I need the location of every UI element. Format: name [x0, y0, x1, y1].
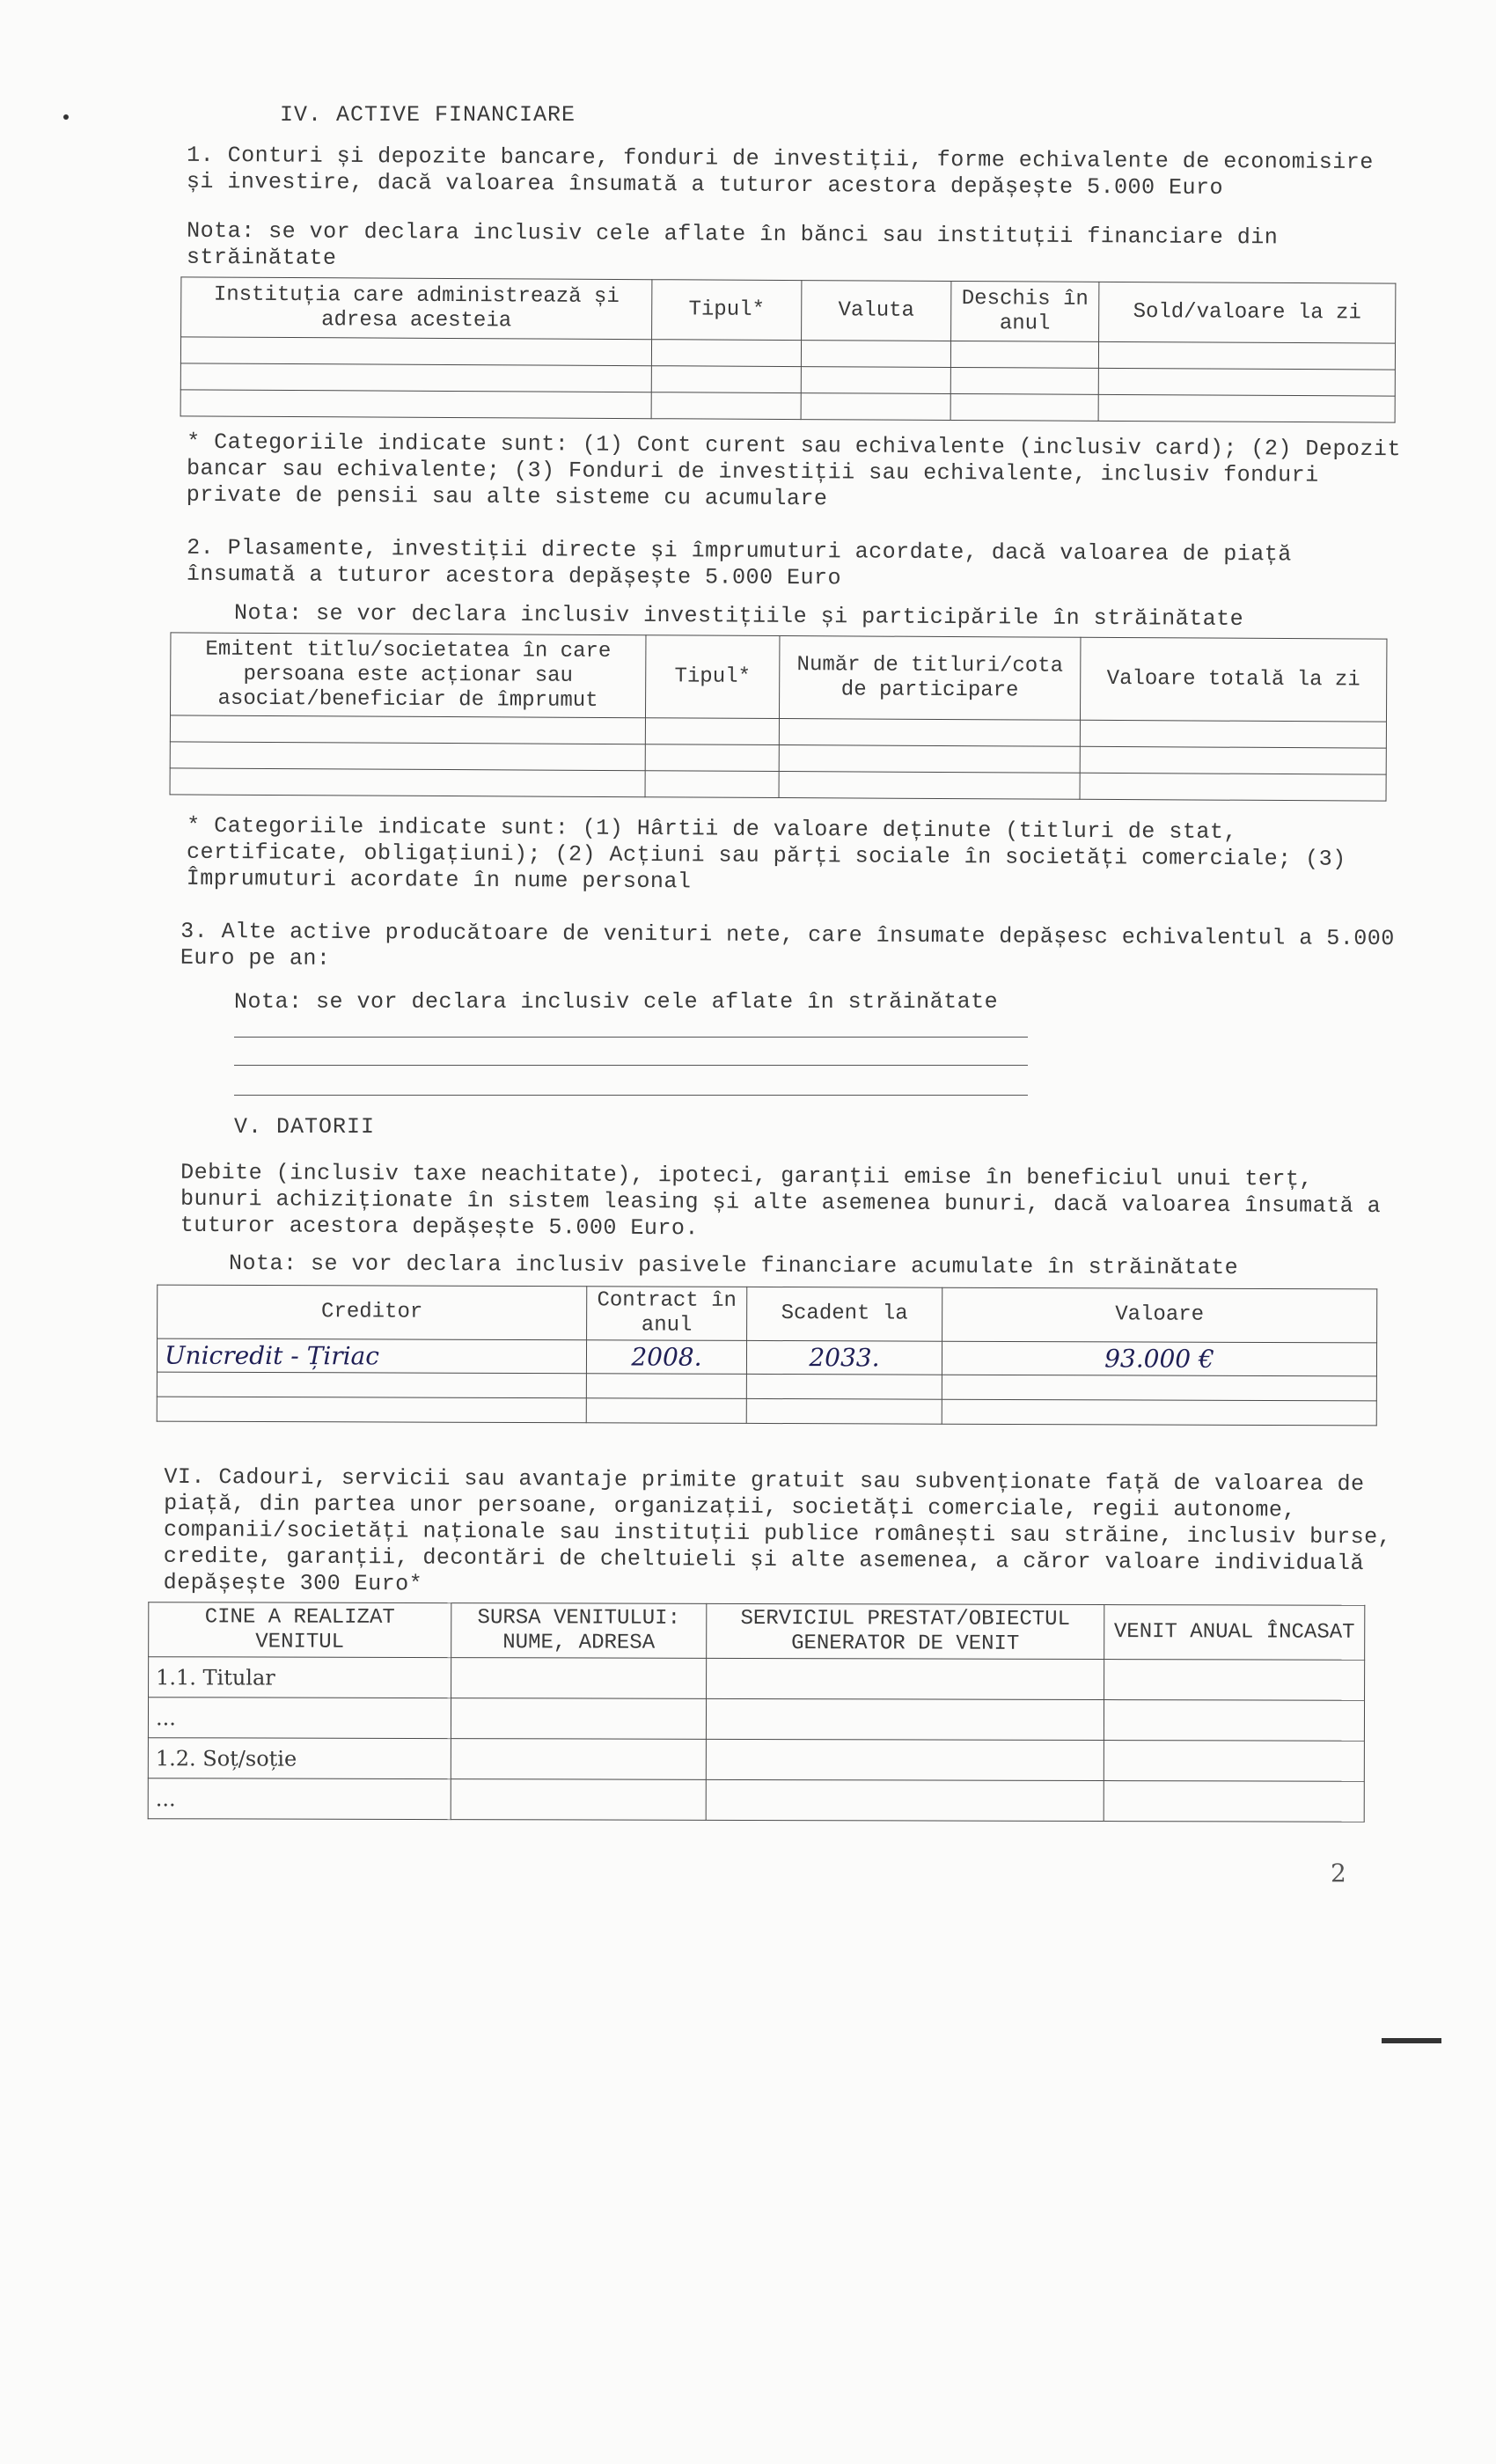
item2-text: 2. Plasamente, investiții directe și împrumuturi acordate, dacă valoarea de piață însumată a tuturor acestora depășește 5.000 Euro — [186, 534, 1292, 591]
table-row — [180, 390, 1395, 422]
datorii-text: Debite (inclusiv taxe neachitate), ipoteci, garanții emise în beneficiul unui terț, bunuri achiziționate în sistem leasing și alte asemenea bunuri, dacă valoarea însumată a tuturor acestora depășește 5.000 Euro. — [180, 1159, 1382, 1242]
col-header-cine: CINE A REALIZAT VENITUL — [149, 1602, 451, 1658]
col-header-contract: Contract în anul — [587, 1287, 747, 1341]
col-header-sursa: SURSA VENITULUI: NUME, ADRESA — [451, 1603, 707, 1659]
col-header-numar-titluri: Număr de titluri/cota de participare — [779, 636, 1080, 721]
row-label-sot-sotie: 1.2. Soț/soție — [148, 1738, 451, 1779]
row-label-ellipsis: ... — [148, 1698, 451, 1739]
cadouri-text — [164, 1464, 1397, 1604]
table-plasamente — [170, 632, 1388, 801]
table-row — [149, 1657, 1365, 1701]
item2-note: Nota: se vor declara inclusiv investițiile și participările în străinătate — [233, 599, 1244, 632]
page-number: 2 — [1331, 1859, 1346, 1888]
col-header-valoare: Valoare — [942, 1287, 1377, 1343]
table-row — [170, 768, 1386, 801]
col-header-tipul: Tipul* — [652, 280, 802, 341]
col-header-valoare-totala: Valoare totală la zi — [1080, 637, 1386, 722]
section-title-datorii: V. DATORII — [234, 1114, 376, 1140]
col-header-serviciul: SERVICIUL PRESTAT/OBIECTUL GENERATOR DE VENIT — [707, 1603, 1104, 1659]
table-datorii — [157, 1285, 1378, 1426]
scadent-cell: 2033. — [746, 1340, 942, 1375]
scan-mark — [1382, 2038, 1441, 2043]
table-row — [148, 1698, 1364, 1742]
row-label-ellipsis: ... — [148, 1778, 451, 1820]
col-header-creditor: Creditor — [158, 1285, 587, 1340]
item1-footnote: * Categoriile indicate sunt: (1) Cont curent sau echivalente (inclusiv card); (2) Depozit bancar sau echivalente; (3) Fonduri de investiții sau echivalente, inclusiv fonduri private de pensii sau alte sisteme cu acumulare — [186, 429, 1401, 512]
blank-line — [234, 1095, 1028, 1096]
table-row — [148, 1778, 1364, 1822]
item2-footnote: * Categoriile indicate sunt: (1) Hârtii de valoare deținute (titluri de stat, certificate, obligațiuni); (2) Acțiuni sau părți sociale în societăți comerciale; (3) Împrumuturi acordate în nume personal — [186, 812, 1346, 895]
table-cadouri — [148, 1602, 1366, 1822]
item3-text: 3. Alte active producătoare de venituri nete, care însumate depășesc echivalentul a 5.000 Euro pe an: — [180, 918, 1395, 972]
col-header-tipul: Tipul* — [645, 635, 779, 719]
section-title-cadouri: VI. — [164, 1463, 205, 1491]
scan-dot — [63, 114, 69, 120]
valoare-cell: 93.000 € — [942, 1341, 1376, 1376]
col-header-emitent: Emitent titlu/societatea în care persoana este acționar sau asociat/beneficiar de împrumut — [170, 633, 645, 718]
contract-year-cell: 2008. — [586, 1340, 746, 1375]
creditor-cell: Unicredit - Țiriac — [157, 1338, 586, 1374]
datorii-note: Nota: se vor declara inclusiv pasivele financiare acumulate în străinătate — [228, 1250, 1239, 1281]
col-header-institutia: Instituția care administrează și adresa acesteia — [181, 277, 652, 340]
item1-text: 1. Conturi și depozite bancare, fonduri de investiții, forme echivalente de economisire și investire, dacă valoarea însumată a tuturor acestora depășește 5.000 Euro — [186, 142, 1374, 201]
item3-note: Nota: se vor declara inclusiv cele aflate în străinătate — [234, 989, 999, 1015]
col-header-venit-anual: VENIT ANUAL ÎNCASAT — [1104, 1605, 1365, 1661]
col-header-scadent: Scadent la — [747, 1287, 942, 1341]
row-label-titular: 1.1. Titular — [149, 1657, 451, 1698]
cadouri-body: Cadouri, servicii sau avantaje primite gratuit sau subvenționate față de valoarea de piață, din partea unor persoane, organizații, societăți comerciale, regii autonome, companii/societăți naționale sau instituții publice românești sau străine, inclusiv burse, credite, garanții, decontări de cheltuieli și alte asemenea, a căror valoare individuală depășește 300 Euro* — [163, 1464, 1392, 1597]
col-header-sold: Sold/valoare la zi — [1099, 282, 1396, 343]
section-title-active-financiare: IV. ACTIVE FINANCIARE — [280, 102, 576, 128]
blank-line — [234, 1037, 1028, 1038]
table-row — [157, 1338, 1376, 1376]
item1-note: Nota: se vor declara inclusiv cele aflate în bănci sau instituții financiare din străinătate — [186, 217, 1279, 271]
table-row — [148, 1738, 1364, 1782]
col-header-deschis: Deschis în anul — [951, 281, 1099, 341]
col-header-valuta: Valuta — [802, 281, 951, 341]
table-row — [157, 1397, 1376, 1426]
table-conturi — [180, 276, 1397, 422]
blank-line — [234, 1065, 1028, 1066]
